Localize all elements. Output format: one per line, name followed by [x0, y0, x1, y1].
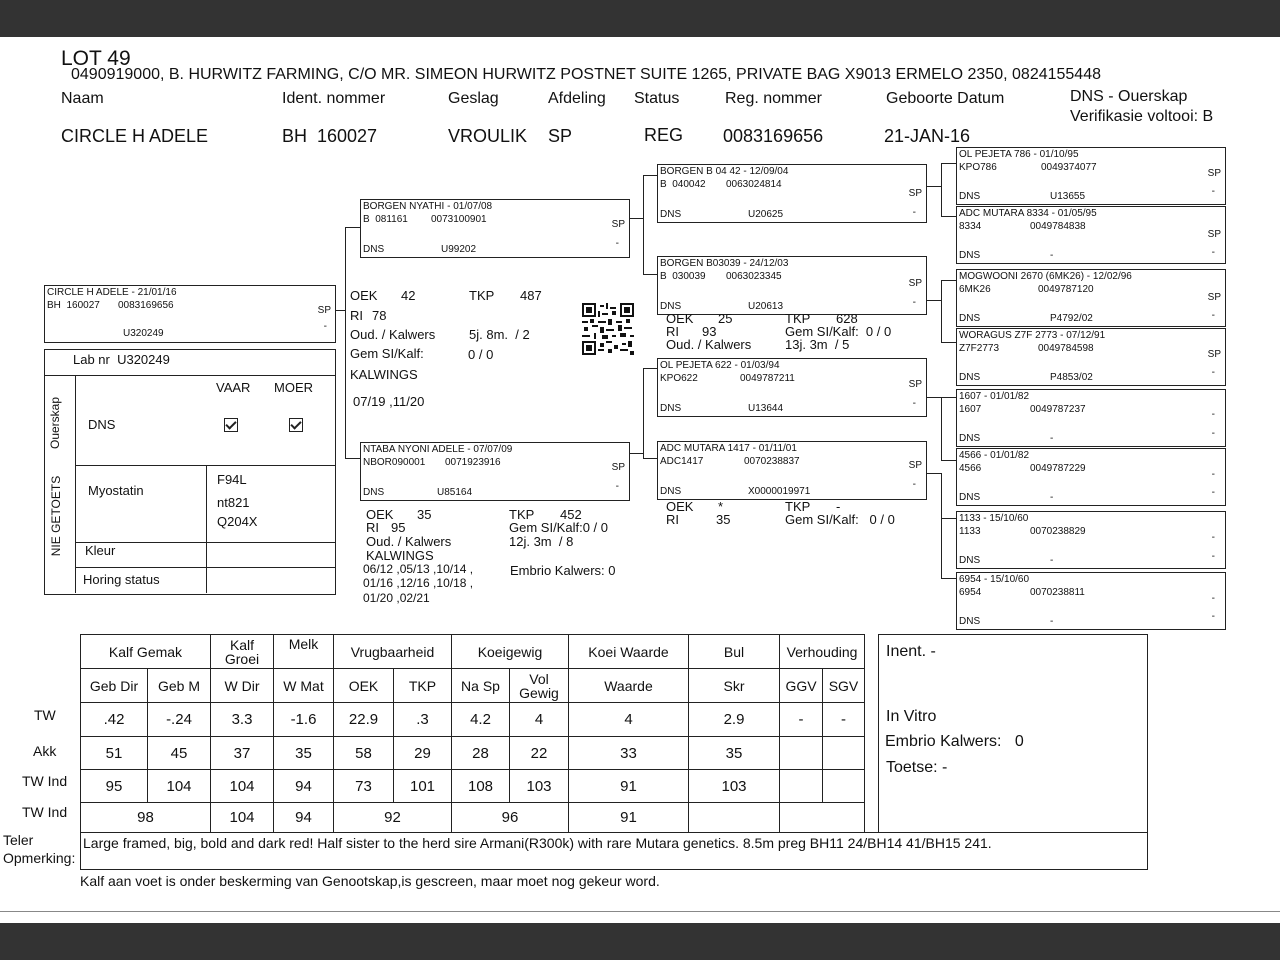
- ggp-id: 1607: [959, 404, 982, 415]
- gp-dns: DNS: [660, 209, 682, 220]
- ggp-code: -: [1050, 492, 1054, 503]
- label-ident: Ident. nommer: [282, 90, 386, 107]
- dam-tkp-label: TKP: [509, 507, 535, 522]
- ggp-dash-2: -: [1211, 611, 1215, 622]
- dam-reg: 0071923916: [445, 457, 501, 468]
- great-grandparent-box-6: [956, 448, 1226, 506]
- ggp-id: 6954: [959, 587, 982, 598]
- group-koeigewig: Koeigewig: [452, 635, 569, 669]
- ggp-id: 8334: [959, 221, 982, 232]
- ggp-title: 1607 - 01/01/82: [959, 391, 1030, 402]
- ggp-sp: SP: [1207, 168, 1221, 179]
- row-label-akk: Akk: [33, 743, 57, 759]
- lab-nr: Lab nr U320249: [73, 352, 170, 367]
- ggp-title: OL PEJETA 786 - 01/10/95: [959, 149, 1079, 160]
- ggp-reg: 0049787120: [1038, 284, 1094, 295]
- side-nie-getoets: NIE GETOETS: [49, 475, 64, 557]
- dam-box: [360, 442, 630, 501]
- sire-id: B 081161: [363, 214, 408, 225]
- sire-reg: 0073100901: [431, 214, 487, 225]
- ggp-dash: -: [1211, 186, 1215, 197]
- gp-code: U20613: [748, 301, 784, 312]
- ggp-dash-2: -: [1211, 551, 1215, 562]
- gp-dns: DNS: [660, 486, 682, 497]
- sire-tkp: 487: [520, 288, 542, 303]
- twind-cell: 95: [81, 770, 148, 803]
- gp-code: U13644: [748, 403, 784, 414]
- akk-cell: 22: [510, 737, 569, 770]
- teler-label: Teler: [3, 832, 34, 848]
- in-vitro-text: In Vitro: [886, 708, 937, 725]
- ggp-code: P4792/02: [1050, 313, 1093, 324]
- group-bul: Bul: [689, 635, 780, 669]
- gp-title: BORGEN B 04 42 - 12/09/04: [660, 166, 789, 177]
- dam-oek: 35: [417, 507, 432, 522]
- remarks-box: [80, 832, 1148, 870]
- gdp-ri-label: RI: [666, 324, 679, 339]
- value-status: REG: [644, 125, 684, 145]
- tw-cell: 22.9: [334, 703, 394, 737]
- ggp-code: -: [1050, 433, 1054, 444]
- dam-oud: 12j. 3m / 8: [509, 534, 574, 549]
- gp-title: BORGEN B03039 - 24/12/03: [660, 258, 789, 269]
- gdm-gem: Gem SI/Kalf: 0 / 0: [785, 512, 895, 527]
- gp-title: ADC MUTARA 1417 - 01/11/01: [660, 443, 797, 454]
- twind2-cell: [689, 803, 780, 833]
- sire-title: BORGEN NYATHI - 01/07/08: [363, 201, 493, 212]
- akk-cell: 35: [689, 737, 780, 770]
- tw-cell: 4: [569, 703, 689, 737]
- twind2-cell: 94: [274, 803, 334, 833]
- ggp-dns: DNS: [959, 191, 981, 202]
- ggp-dns: DNS: [959, 492, 981, 503]
- moer-checkbox: [289, 418, 303, 437]
- gdm-ri: 35: [716, 512, 731, 527]
- sub-waarde: Waarde: [569, 669, 689, 703]
- kleur-label: Kleur: [85, 543, 116, 558]
- dam-kalwings-label: KALWINGS: [366, 548, 434, 563]
- ggp-dns: DNS: [959, 372, 981, 383]
- great-grandparent-box-1: [956, 147, 1226, 205]
- akk-cell: 29: [394, 737, 452, 770]
- row-label-twind: TW Ind: [22, 773, 68, 789]
- label-status: Status: [634, 90, 680, 107]
- sub-skr: Skr: [689, 669, 780, 703]
- sire-ri: 78: [372, 308, 387, 323]
- sire-sp: SP: [611, 219, 625, 230]
- akk-cell: [823, 737, 865, 770]
- remarks-text: Large framed, big, bold and dark red! Half sister to the herd sire Armani(R300k) with rare Mutara genetics. 8.5m preg BH11 24/BH14 41/BH15 241.: [83, 835, 992, 851]
- side-ouerskap: Ouerskap: [48, 396, 63, 450]
- gp-dash: -: [912, 479, 916, 490]
- gp-sp: SP: [908, 278, 922, 289]
- great-grandparent-box-3: [956, 269, 1226, 327]
- tw-cell: 4: [510, 703, 569, 737]
- ggp-reg: 0070238811: [1030, 587, 1085, 598]
- great-grandparent-box-4: [956, 328, 1226, 386]
- ggp-title: MOGWOONI 2670 (6MK26) - 12/02/96: [959, 271, 1132, 282]
- gp-dash: -: [912, 207, 916, 218]
- gp-reg: 0070238837: [744, 456, 800, 467]
- group-vrugbaarheid: Vrugbaarheid: [334, 635, 452, 669]
- right-info-box: [878, 634, 1148, 834]
- breed-values-table: [80, 634, 865, 833]
- myostatin-value-3: Q204X: [217, 514, 258, 529]
- label-naam: Naam: [61, 90, 104, 107]
- ggp-id: 1133: [959, 526, 981, 537]
- dam-gem: Gem SI/Kalf:0 / 0: [509, 520, 608, 535]
- twind2-cell: 98: [81, 803, 211, 833]
- group-kalf-groei: Kalf Groei: [211, 635, 274, 669]
- akk-cell: 35: [274, 737, 334, 770]
- ggp-code: -: [1050, 555, 1054, 566]
- gdp-ri: 93: [702, 324, 717, 339]
- ggp-reg: 0049784838: [1030, 221, 1086, 232]
- ggp-dash: -: [1211, 247, 1215, 258]
- gdp-tkp-label: TKP: [785, 311, 811, 326]
- lot-number: LOT 49: [61, 47, 131, 70]
- dam-code: U85164: [437, 487, 473, 498]
- ggp-id: 6MK26: [959, 284, 991, 295]
- gp-dns: DNS: [660, 301, 682, 312]
- akk-cell: [780, 737, 823, 770]
- moer-header: MOER: [274, 380, 313, 395]
- ggp-code: -: [1050, 616, 1054, 627]
- qr-code-icon: [582, 303, 634, 355]
- vaar-header: VAAR: [216, 380, 251, 395]
- great-grandparent-box-2: [956, 206, 1226, 264]
- label-reg: Reg. nommer: [725, 90, 822, 107]
- twind2-cell: 104: [211, 803, 274, 833]
- twind2-cell: 91: [569, 803, 689, 833]
- gdp-oek: 25: [718, 311, 733, 326]
- ggp-reg: 0070238829: [1030, 526, 1086, 537]
- tw-cell: .3: [394, 703, 452, 737]
- great-grandparent-box-8: [956, 572, 1226, 630]
- animal-reg: 0083169656: [118, 300, 174, 311]
- akk-cell: 37: [211, 737, 274, 770]
- twind-cell: 73: [334, 770, 394, 803]
- gdm-oek: *: [718, 499, 724, 514]
- sire-gem-label: Gem SI/Kalf:: [350, 346, 424, 361]
- twind2-cell: [780, 803, 865, 833]
- ggp-dns: DNS: [959, 313, 981, 324]
- dam-sp: SP: [611, 462, 625, 473]
- dns-label: DNS: [88, 417, 116, 432]
- sire-oek-label: OEK: [350, 288, 378, 303]
- sire-box: [360, 199, 630, 258]
- gp-code: U20625: [748, 209, 784, 220]
- gdp-tkp: 628: [836, 311, 858, 326]
- twind-cell: 91: [569, 770, 689, 803]
- ggp-title: 4566 - 01/01/82: [959, 450, 1030, 461]
- sub-geb-m: Geb M: [148, 669, 211, 703]
- sub-w-mat: W Mat: [274, 669, 334, 703]
- twind-cell: [823, 770, 865, 803]
- vaar-checkbox: [224, 418, 238, 437]
- gp-title: OL PEJETA 622 - 01/03/94: [660, 360, 780, 371]
- gdm-ri-label: RI: [666, 512, 679, 527]
- sub-vol-gewig: Vol Gewig: [510, 669, 569, 703]
- group-koei-waarde: Koei Waarde: [569, 635, 689, 669]
- akk-cell: 58: [334, 737, 394, 770]
- ggp-dash: -: [1211, 469, 1215, 480]
- sire-ri-label: RI: [350, 308, 363, 323]
- sire-gem: 0 / 0: [468, 347, 494, 362]
- gp-sp: SP: [908, 460, 922, 471]
- opmerking-label: Opmerking:: [3, 850, 76, 866]
- ggp-reg: 0049787229: [1030, 463, 1086, 474]
- gdm-tkp-label: TKP: [785, 499, 811, 514]
- value-geslag: VROULIK: [448, 126, 528, 146]
- gdp-oud: 13j. 3m / 5: [785, 337, 850, 352]
- animal-id: BH 160027: [47, 300, 100, 311]
- dam-kalwings-line-1: 06/12 ,05/13 ,10/14 ,: [363, 562, 474, 576]
- sub-w-dir: W Dir: [211, 669, 274, 703]
- sire-oek: 42: [401, 288, 416, 303]
- ggp-title: 6954 - 15/10/60: [959, 574, 1030, 585]
- tw-cell: .42: [81, 703, 148, 737]
- ggp-dash: -: [1211, 593, 1215, 604]
- tw-cell: 2.9: [689, 703, 780, 737]
- twind-cell: 94: [274, 770, 334, 803]
- ggp-sp: SP: [1207, 292, 1221, 303]
- sire-oud-label: Oud. / Kalwers: [350, 327, 436, 342]
- group-melk: Melk: [274, 635, 334, 669]
- sire-oud: 5j. 8m. / 2: [469, 327, 530, 342]
- embrio-kalwers-text: Embrio Kalwers: 0: [885, 733, 1024, 750]
- gdm-tkp: -: [836, 499, 841, 514]
- sub-oek: OEK: [334, 669, 394, 703]
- inent-text: Inent. -: [886, 643, 936, 660]
- ggp-dash: -: [1211, 310, 1215, 321]
- dam-ri-label: RI: [366, 520, 379, 535]
- row-label-tw: TW: [34, 707, 56, 723]
- ggp-title: ADC MUTARA 8334 - 01/05/95: [959, 208, 1097, 219]
- dam-kalwings-line-2: 01/16 ,12/16 ,10/18 ,: [363, 576, 474, 590]
- gdp-gem: Gem SI/Kalf: 0 / 0: [785, 324, 892, 339]
- ggp-reg: 0049787237: [1030, 404, 1086, 415]
- sire-code: U99202: [441, 244, 477, 255]
- ggp-dns: DNS: [959, 433, 981, 444]
- value-ident: BH 160027: [282, 126, 378, 146]
- gp-id: B 040042: [660, 179, 706, 190]
- dam-embrio: Embrio Kalwers: 0: [510, 563, 616, 578]
- great-grandparent-box-5: [956, 389, 1226, 447]
- animal-box: [44, 285, 336, 343]
- gp-reg: 0063024814: [726, 179, 782, 190]
- ggp-dash: -: [1211, 532, 1215, 543]
- gp-dns: DNS: [660, 403, 682, 414]
- gp-sp: SP: [908, 379, 922, 390]
- twind2-cell: 92: [334, 803, 452, 833]
- bottom-bar: [0, 923, 1280, 960]
- sub-na-sp: Na Sp: [452, 669, 510, 703]
- akk-cell: 33: [569, 737, 689, 770]
- gp-dash: -: [912, 398, 916, 409]
- ggp-dns: DNS: [959, 616, 981, 627]
- bottom-rule: [0, 911, 1280, 912]
- top-bar: [0, 0, 1280, 37]
- gdp-oud-label: Oud. / Kalwers: [666, 337, 752, 352]
- label-afdeling: Afdeling: [548, 90, 606, 107]
- row-label-twind-2: TW Ind: [22, 804, 68, 820]
- value-naam: CIRCLE H ADELE: [61, 126, 209, 146]
- tw-cell: -: [780, 703, 823, 737]
- grandparent-box-2: [657, 256, 927, 315]
- ggp-title: 1133 - 15/10/60: [959, 513, 1029, 524]
- dam-dash: -: [615, 481, 619, 492]
- gdm-oek-label: OEK: [666, 499, 694, 514]
- sub-geb-dir: Geb Dir: [81, 669, 148, 703]
- ggp-reg: 0049784598: [1038, 343, 1094, 354]
- ggp-reg: 0049374077: [1041, 162, 1097, 173]
- dam-oek-label: OEK: [366, 507, 394, 522]
- twind-cell: [780, 770, 823, 803]
- grandparent-box-4: [657, 441, 927, 500]
- label-geslag: Geslag: [448, 90, 499, 107]
- twind2-cell: 96: [452, 803, 569, 833]
- sub-sgv: SGV: [823, 669, 865, 703]
- sire-dns: DNS: [363, 244, 385, 255]
- ggp-code: -: [1050, 250, 1054, 261]
- label-dns-ouerskap: DNS - Ouerskap: [1070, 88, 1188, 105]
- myostatin-value-2: nt821: [217, 495, 250, 510]
- owner-line: 0490919000, B. HURWITZ FARMING, C/O MR. SIMEON HURWITZ POSTNET SUITE 1265, PRIVATE BAG X9013 ERMELO 2350, 0824155448: [71, 66, 1101, 83]
- tw-cell: -.24: [148, 703, 211, 737]
- label-geboorte: Geboorte Datum: [886, 90, 1005, 107]
- sire-tkp-label: TKP: [469, 288, 495, 303]
- dam-kalwings-line-3: 01/20 ,02/21: [363, 591, 430, 605]
- tw-cell: -: [823, 703, 865, 737]
- tw-cell: 4.2: [452, 703, 510, 737]
- animal-code: U320249: [123, 328, 164, 339]
- myostatin-label: Myostatin: [88, 483, 144, 498]
- tw-cell: -1.6: [274, 703, 334, 737]
- dam-id: NBOR090001: [363, 457, 426, 468]
- animal-sp: SP: [317, 305, 331, 316]
- gp-reg: 0049787211: [740, 373, 795, 384]
- sire-dash: -: [615, 238, 619, 249]
- myostatin-value-1: F94L: [217, 472, 247, 487]
- value-reg: 0083169656: [723, 126, 824, 146]
- dam-title: NTABA NYONI ADELE - 07/07/09: [363, 444, 513, 455]
- sub-ggv: GGV: [780, 669, 823, 703]
- value-afdeling: SP: [548, 126, 573, 146]
- gp-id: ADC1417: [660, 456, 704, 467]
- sire-kalwings-label: KALWINGS: [350, 367, 418, 382]
- gp-id: KPO622: [660, 373, 698, 384]
- sire-kalwings: 07/19 ,11/20: [353, 394, 425, 409]
- grandparent-box-1: [657, 164, 927, 223]
- group-kalf-gemak: Kalf Gemak: [81, 635, 211, 669]
- twind-cell: 103: [689, 770, 780, 803]
- dna-panel: [44, 349, 336, 595]
- gp-reg: 0063023345: [726, 271, 782, 282]
- ggp-id: KPO786: [959, 162, 997, 173]
- ggp-dash-2: -: [1211, 487, 1215, 498]
- twind-cell: 104: [148, 770, 211, 803]
- footer-note: Kalf aan voet is onder beskerming van Genootskap,is gescreen, maar moet nog gekeur word.: [80, 873, 660, 889]
- akk-cell: 45: [148, 737, 211, 770]
- dam-oud-label: Oud. / Kalwers: [366, 534, 452, 549]
- dam-tkp: 452: [560, 507, 582, 522]
- sub-tkp: TKP: [394, 669, 452, 703]
- label-verifikasie: Verifikasie voltooi: B: [1070, 108, 1214, 125]
- ggp-sp: SP: [1207, 229, 1221, 240]
- akk-cell: 28: [452, 737, 510, 770]
- animal-dash: -: [323, 321, 327, 332]
- twind-cell: 101: [394, 770, 452, 803]
- ggp-code: U13655: [1050, 191, 1086, 202]
- dam-ri: 95: [391, 520, 406, 535]
- twind-cell: 104: [211, 770, 274, 803]
- gp-code: X0000019971: [748, 486, 811, 497]
- ggp-dns: DNS: [959, 555, 981, 566]
- ggp-id: Z7F2773: [959, 343, 1000, 354]
- ggp-code: P4853/02: [1050, 372, 1093, 383]
- value-geboorte: 21-JAN-16: [884, 126, 971, 146]
- toetse-text: Toetse: -: [886, 759, 948, 776]
- animal-title: CIRCLE H ADELE - 21/01/16: [47, 287, 177, 298]
- grandparent-box-3: [657, 358, 927, 417]
- twind-cell: 103: [510, 770, 569, 803]
- horing-label: Horing status: [83, 572, 160, 587]
- ggp-dash: -: [1211, 409, 1215, 420]
- twind-cell: 108: [452, 770, 510, 803]
- group-verhouding: Verhouding: [780, 635, 865, 669]
- gp-sp: SP: [908, 188, 922, 199]
- gdp-oek-label: OEK: [666, 311, 694, 326]
- ggp-sp: SP: [1207, 349, 1221, 360]
- ggp-dash-2: -: [1211, 428, 1215, 439]
- dam-dns: DNS: [363, 487, 385, 498]
- gp-id: B 030039: [660, 271, 706, 282]
- akk-cell: 51: [81, 737, 148, 770]
- gp-dash: -: [912, 297, 916, 308]
- ggp-dns: DNS: [959, 250, 981, 261]
- tw-cell: 3.3: [211, 703, 274, 737]
- ggp-id: 4566: [959, 463, 982, 474]
- great-grandparent-box-7: [956, 511, 1226, 569]
- ggp-dash: -: [1211, 367, 1215, 378]
- ggp-title: WORAGUS Z7F 2773 - 07/12/91: [959, 330, 1106, 341]
